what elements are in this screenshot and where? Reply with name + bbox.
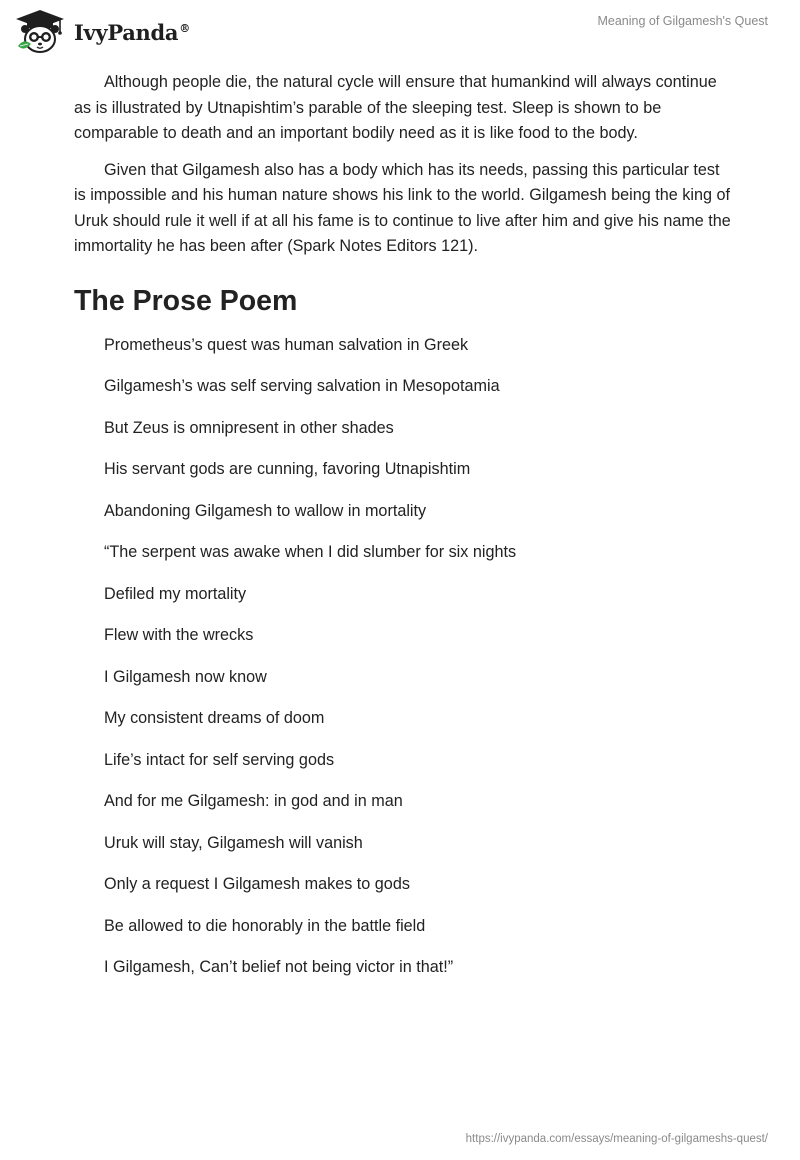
poem-line: And for me Gilgamesh: in god and in man [104,792,403,810]
poem-line: Life’s intact for self serving gods [104,750,335,769]
panda-graduate-icon [14,8,66,54]
body-paragraph: Given that Gilgamesh also has a body which has its needs, passing this particular test is impossible and his human nature shows his link to the world. Gilgamesh being the king of Uruk should rule it well if at all his fame is to continue to live after him and give his name the immortality he has been after (Spark Notes Editors 121). [74,160,731,255]
poem-line: Be allowed to die honorably in the battle field [104,916,426,935]
poem-line: Only a request I Gilgamesh makes to gods [104,875,410,893]
poem-line: I Gilgamesh now know [104,667,267,686]
running-title: Meaning of Gilgamesh's Quest [597,14,768,28]
poem-line: Flew with the wrecks [104,626,254,644]
poem-line: “The serpent was awake when I did slumber for six nights [104,543,517,561]
logo-wordmark: IvyPanda® [74,19,190,45]
poem-line: Prometheus’s quest was human salvation in Greek [104,335,469,354]
poem-line: But Zeus is omnipresent in other shades [104,418,394,437]
body-paragraph: Although people die, the natural cycle will ensure that humankind will always continue as is illustrated by Utnapishtim’s parable of the sleeping test. Sleep is shown to be comparable to death and an important bodily need as it is like food to the body. [74,73,717,142]
section-heading: The Prose Poem [74,284,298,317]
essay-content [74,70,734,999]
page-header [0,0,800,64]
poem-line: Abandoning Gilgamesh to wallow in mortality [104,501,427,520]
poem-line: I Gilgamesh, Can’t belief not being victor in that!” [104,958,454,976]
poem-line: His servant gods are cunning, favoring Utnapishtim [104,460,471,478]
poem-line: Defiled my mortality [104,584,247,603]
poem [74,335,734,978]
poem-line: Uruk will stay, Gilgamesh will vanish [104,833,363,852]
source-url-link[interactable]: https://ivypanda.com/essays/meaning-of-gilgameshs-quest/ [465,1133,768,1145]
poem-line: My consistent dreams of doom [104,709,325,727]
ivypanda-logo[interactable] [14,8,190,54]
poem-line: Gilgamesh’s was self serving salvation in Mesopotamia [104,377,500,395]
